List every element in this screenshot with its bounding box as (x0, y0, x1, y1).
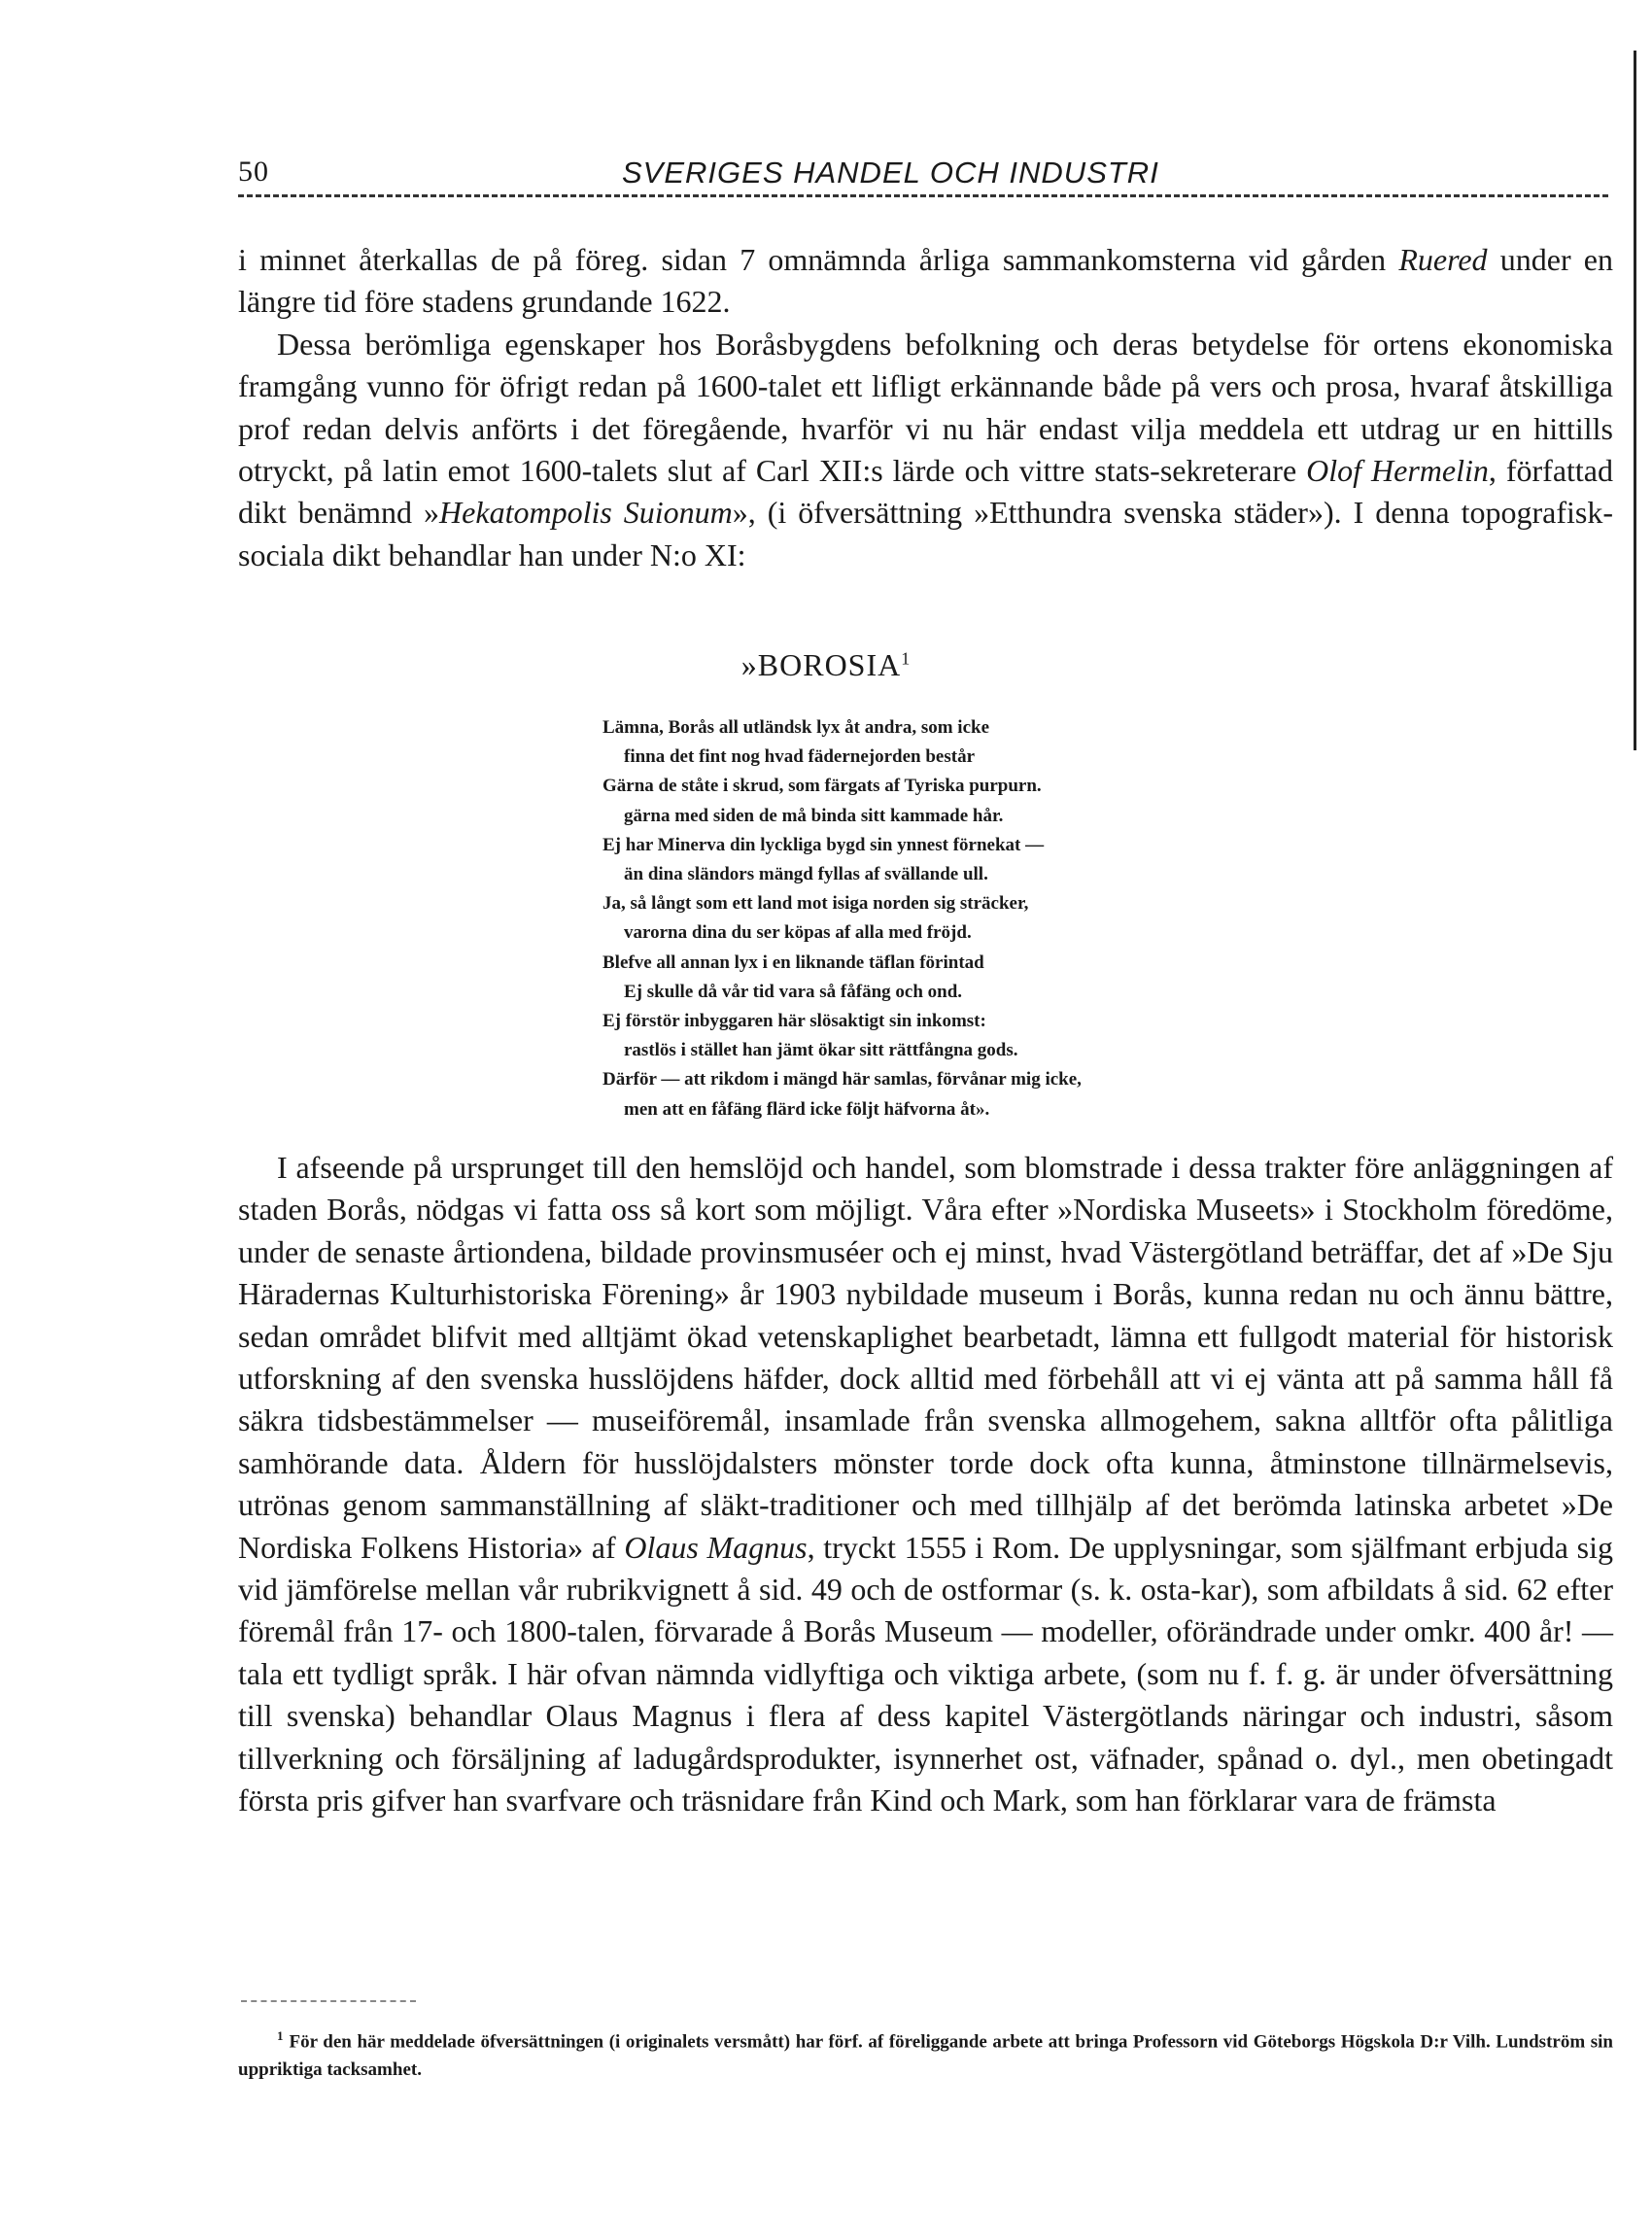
page-header (238, 156, 1608, 194)
page-number: 50 (238, 156, 269, 188)
footnote (238, 2022, 1613, 2084)
poem-line: Blefve all annan lyx i en liknande täflan förintad (602, 952, 984, 973)
footnote-text: För den här meddelade öfversättningen (i originalets versmått) har förf. af föreliggande arbete att bringa Professorn vid Göteborgs Högskola D:r Vilh. Lundström sin uppriktiga tacksamhet. (238, 2031, 1613, 2081)
poem-line: Ej har Minerva din lyckliga bygd sin ynnest förnekat — (602, 834, 1045, 855)
poem-line: Ej skulle då vår tid vara så fåfäng och ond. (624, 981, 963, 1002)
poem-line: Ej förstör inbyggaren här slösaktigt sin inkomst: (602, 1011, 986, 1032)
text-run: , författad dikt benämnd » (238, 453, 1614, 531)
footnote-rule (241, 2000, 416, 2002)
page-edge-rule (1634, 51, 1636, 750)
poem-line: finna det fint nog hvad fädernejorden består (624, 746, 976, 768)
text-run: Dessa berömliga egenskaper hos Boråsbygdens befolkning och deras betydelse för ortens ekonomiska framgång vunno för öfrigt redan på 1600-talet ett lifligt erkännande både på vers och prosa, hvaraf åtskilliga prof redan delvis anförts i det föregående, hvarför vi nu här endast vilja meddela ett utdrag ur en hittills otryckt, på latin emot 1600-talets slut af Carl XII:s lärde och vittre stats-sekreterare (238, 326, 1613, 489)
running-title: SVERIGES HANDEL OCH INDUSTRI (622, 156, 1159, 190)
main-paragraph-1 (238, 1147, 1613, 1822)
text-run: », (i öfversättning »Etthundra svenska städer»). I denna topografisk-sociala dikt behandlar han under N:o XI: (238, 495, 1614, 572)
poem-line: Gärna de ståte i skrud, som färgats af Tyriska purpurn. (602, 776, 1042, 797)
poem-line: Lämna, Borås all utländsk lyx åt andra, som icke (602, 717, 989, 738)
poem-verse (602, 713, 1341, 1125)
poem-line: varorna dina du ser köpas af alla med fröjd. (624, 922, 972, 944)
text-run: under en längre tid före stadens grundande 1622. (238, 242, 1614, 320)
poem-line: rastlös i stället han jämt ökar sitt rättfångna gods. (624, 1040, 1018, 1061)
italic-text-run: Olof Hermelin (1306, 453, 1489, 489)
poem-line: men att en fåfäng flärd icke följt häfvorna åt». (624, 1098, 990, 1120)
text-run: i minnet återkallas de på föreg. sidan 7 omnämnda årliga sammankomsterna vid gården (238, 242, 1399, 277)
header-rule (238, 194, 1608, 197)
poem-line: än dina sländors mängd fyllas af svällande ull. (624, 864, 988, 885)
text-run: , tryckt 1555 i Rom. De upplysningar, som själfmant erbjuda sig vid jämförelse mellan vår rubrikvignett å sid. 49 och de ostformar (s. k. osta-kar), som afbildats å sid. 62 efter föremål från 17- och 1800-talen, förvarade å Borås Museum — modeller, oförändrade under omkr. 400 år! — tala ett tydligt språk. I här ofvan nämnda vidlyftiga och viktiga arbete, (som nu f. f. g. är under öfversättning till svenska) behandlar Olaus Magnus i flera af dess kapitel Västergötlands näringar och industri, såsom tillverkning och försäljning af ladugårdsprodukter, isynnerhet ost, väfnader, spånad o. dyl., men obetingadt första pris gifver han svarfvare och träsnidare från Kind och Mark, som han förklarar vara de främsta (238, 1529, 1614, 1818)
intro-paragraph-2 (238, 324, 1613, 576)
text-run: I afseende på ursprunget till den hemslöjd och handel, som blomstrade i dessa trakter före anläggningen af staden Borås, nödgas vi fatta oss så kort som möjligt. Våra efter »Nordiska Museets» i Stockholm föredöme, under de senaste årtiondena, bildade provinsmuséer och ej minst, hvad Västergötland beträffar, det af »De Sju Häradernas Kulturhistoriska Förening» år 1903 nybildade museum i Borås, kunna redan nu och ännu bättre, sedan området blifvit med alltjämt ökad vetenskaplighet bearbetadt, lämna ett fullgodt material för historisk utforskning af den svenska husslöjdens häfder, dock alltid med förbehåll att vi ej vänta att på samma håll få säkra tidsbestämmelser — museiföremål, insamlade från svenska allmogehem, sakna alltför ofta pålitliga samhörande data. Åldern för husslöjdalsters mönster torde dock ofta kunna, åtminstone tillnärmelsevis, utrönas genom sammanställning af släkt-traditioner och med tillhjälp af det berömda latinska arbetet »De Nordiska Folkens Historia» af (238, 1150, 1613, 1565)
intro-paragraph-1 (238, 239, 1613, 324)
poem-line: Därför — att rikdom i mängd här samlas, förvånar mig icke, (602, 1069, 1082, 1090)
poem-title (0, 647, 1652, 683)
main-section (238, 1147, 1613, 1822)
intro-section (238, 239, 1613, 576)
poem-line: gärna med siden de må binda sitt kammade hår. (624, 805, 1004, 826)
poem-title-text: »BOROSIA (740, 647, 902, 682)
footnote-reference: 1 (901, 648, 912, 669)
italic-text-run: Ruered (1398, 242, 1488, 277)
footnote-marker: 1 (277, 2028, 284, 2043)
italic-text-run: Olaus Magnus (624, 1529, 808, 1565)
poem-line: Ja, så långt som ett land mot isiga norden sig sträcker, (602, 893, 1029, 915)
italic-text-run: Hekatompolis Suionum (439, 495, 733, 531)
